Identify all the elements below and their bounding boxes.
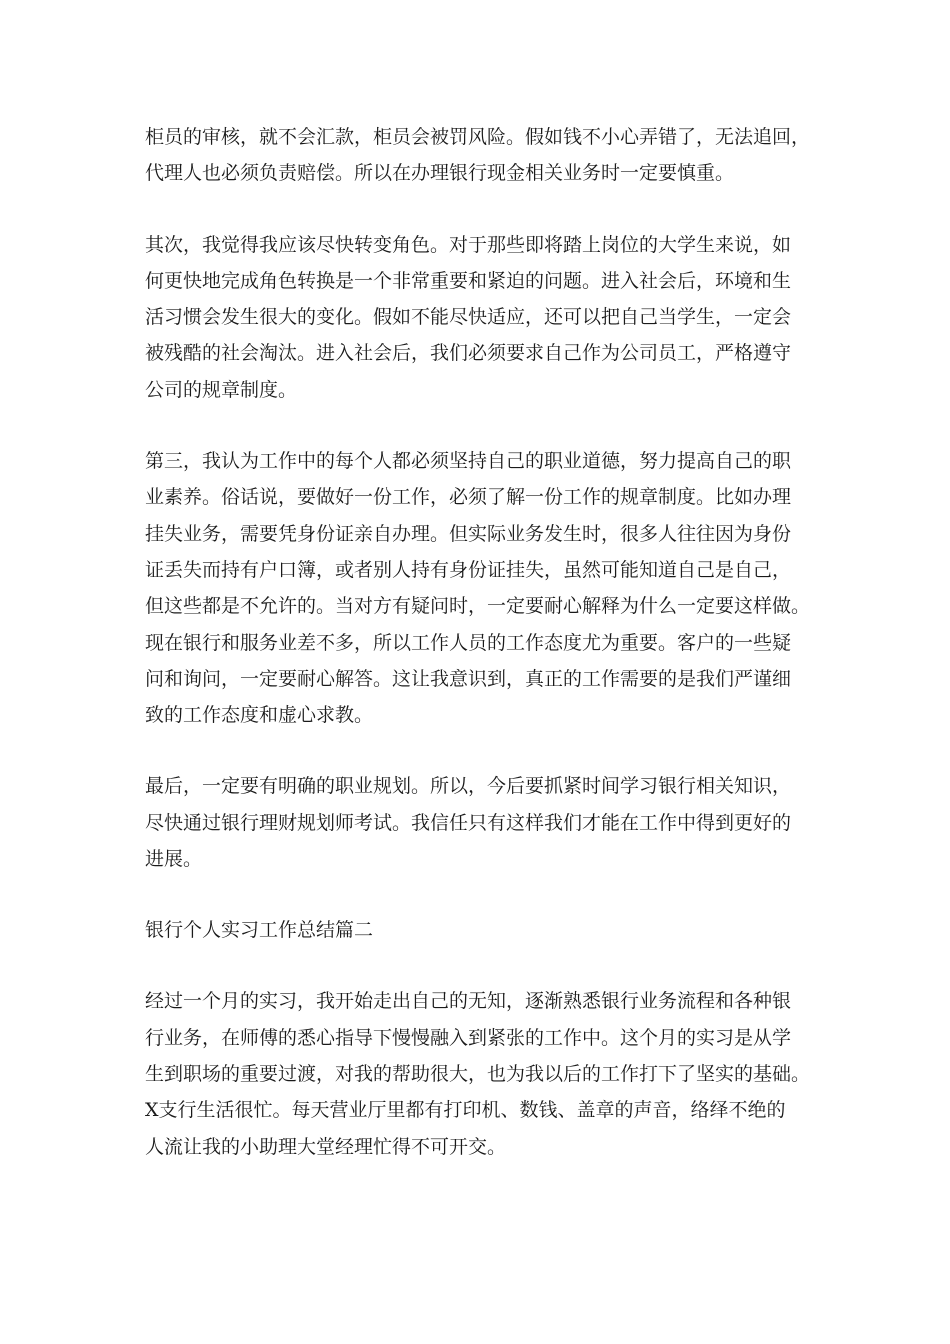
document-body [145, 119, 815, 1165]
text-line: 进展。 [145, 848, 203, 871]
text-line: 致的工作态度和虚心求教。 [145, 704, 374, 727]
text-line: 代理人也必须负责赔偿。所以在办理银行现金相关业务时一定要慎重。 [145, 162, 735, 185]
text-line: 公司的规章制度。 [145, 378, 298, 401]
paragraph-gap [145, 192, 815, 227]
text-line: 业素养。俗话说，要做好一份工作，必须了解一份工作的规章制度。比如办理 [145, 486, 792, 509]
text-line: X支行生活很忙。每天营业厅里都有打印机、数钱、盖章的声音，络绎不绝的 [145, 1099, 786, 1122]
paragraph [145, 119, 815, 192]
text-line: 行业务，在师傅的悉心指导下慢慢融入到紧张的工作中。这个月的实习是从学 [145, 1026, 792, 1049]
text-line: 其次，我觉得我应该尽快转变角色。对于那些即将踏上岗位的大学生来说，如 [145, 233, 792, 256]
text-line: 被残酷的社会淘汰。进入社会后，我们必须要求自己作为公司员工，严格遵守 [145, 342, 792, 365]
paragraph [145, 227, 815, 408]
paragraph [145, 983, 815, 1164]
text-line: 现在银行和服务业差不多，所以工作人员的工作态度尤为重要。客户的一些疑 [145, 631, 792, 654]
paragraph-gap [145, 877, 815, 912]
paragraph [145, 443, 815, 733]
section-heading: 银行个人实习工作总结篇二 [145, 919, 374, 942]
text-line: 生到职场的重要过渡，对我的帮助很大，也为我以后的工作打下了坚实的基础。 [145, 1062, 811, 1085]
text-line: 人流让我的小助理大堂经理忙得不可开交。 [145, 1135, 507, 1158]
text-line: 挂失业务，需要凭身份证亲自办理。但实际业务发生时，很多人往往因为身份 [145, 522, 792, 545]
text-line: 经过一个月的实习，我开始走出自己的无知，逐渐熟悉银行业务流程和各种银 [145, 990, 792, 1013]
paragraph-gap [145, 733, 815, 768]
paragraph-gap [145, 948, 815, 983]
text-line: 尽快通过银行理财规划师考试。我信任只有这样我们才能在工作中得到更好的 [145, 811, 792, 834]
text-line: 问和询问，一定要耐心解答。这让我意识到，真正的工作需要的是我们严谨细 [145, 667, 792, 690]
text-line: 活习惯会发生很大的变化。假如不能尽快适应，还可以把自己当学生，一定会 [145, 306, 792, 329]
text-line: 柜员的审核，就不会汇款，柜员会被罚风险。假如钱不小心弄错了，无法追回， [145, 126, 811, 148]
text-line: 但这些都是不允许的。当对方有疑问时，一定要耐心解释为什么一定要这样做。 [145, 595, 811, 618]
text-line: 最后，一定要有明确的职业规划。所以，今后要抓紧时间学习银行相关知识， [145, 775, 792, 798]
text-line: 证丢失而持有户口簿，或者别人持有身份证挂失，虽然可能知道自己是自己， [145, 558, 792, 581]
text-line: 何更快地完成角色转换是一个非常重要和紧迫的问题。进入社会后，环境和生 [145, 269, 792, 292]
paragraph-gap [145, 408, 815, 443]
text-line: 第三，我认为工作中的每个人都必须坚持自己的职业道德，努力提高自己的职 [145, 450, 792, 473]
paragraph [145, 768, 815, 877]
